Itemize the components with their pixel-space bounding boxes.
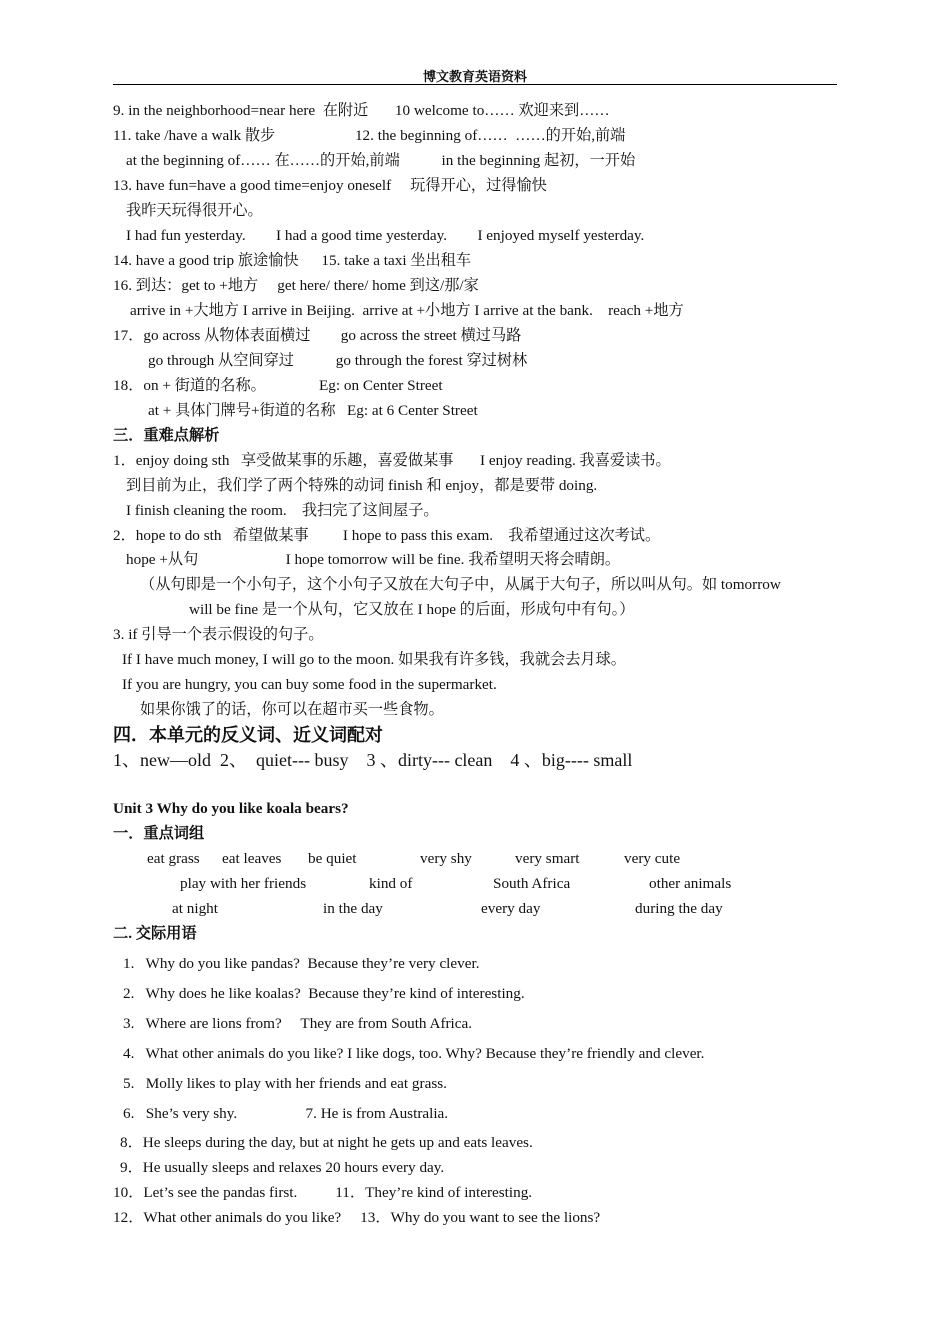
text-line: 17．go across 从物体表面横过 go across the street 横过马路 — [113, 327, 522, 344]
section-title: 一．重点词组 — [113, 825, 205, 842]
phrase: every day — [481, 900, 541, 917]
phrase: be quiet — [308, 850, 357, 867]
phrase: kind of — [369, 875, 413, 892]
text-line: If you are hungry, you can buy some food in the supermarket. — [122, 676, 497, 693]
text-line: will be fine 是一个从句，它又放在 I hope 的后面，形成句中有句。） — [189, 601, 635, 618]
dialogue-line: 6. She’s very shy. 7. He is from Australia. — [123, 1105, 449, 1122]
text-line: 2．hope to do sth 希望做某事 I hope to pass this exam. 我希望通过这次考试。 — [113, 527, 661, 544]
antonym-pairs: 1、new—old 2、 quiet--- busy 3 、dirty--- clean 4 、big---- small — [113, 750, 633, 770]
text-line: I finish cleaning the room. 我扫完了这间屋子。 — [126, 502, 439, 519]
section-title: 三．重难点解析 — [113, 427, 220, 444]
text-line: hope +从句 I hope tomorrow will be fine. 我希望明天将会晴朗。 — [126, 551, 621, 568]
dialogue-line: 5. Molly likes to play with her friends and eat grass. — [123, 1075, 447, 1092]
dialogue-line: 3. Where are lions from? They are from South Africa. — [123, 1015, 473, 1032]
text-line: （从句即是一个小句子，这个小句子又放在大句子中，从属于大句子，所以叫从句。如 tomorrow — [140, 576, 781, 593]
text-line: 我昨天玩得很开心。 — [126, 202, 263, 219]
phrase: very shy — [420, 850, 472, 867]
phrase: very cute — [624, 850, 681, 867]
text-line: arrive in +大地方 I arrive in Beijing. arrive at +小地方 I arrive at the bank. reach +地方 — [130, 302, 684, 319]
phrase: eat leaves — [222, 850, 282, 867]
text-line: 13. have fun=have a good time=enjoy oneself 玩得开心，过得愉快 — [113, 177, 547, 194]
dialogue-line: 1. Why do you like pandas? Because they’re very clever. — [123, 955, 480, 972]
text-line: 9. in the neighborhood=near here 在附近 10 welcome to…… 欢迎来到…… — [113, 102, 610, 119]
phrase: very smart — [515, 850, 580, 867]
dialogue-line: 9．He usually sleeps and relaxes 20 hours every day. — [120, 1159, 445, 1176]
header-rule — [113, 84, 837, 85]
text-line: go through 从空间穿过 go through the forest 穿过树林 — [148, 352, 528, 369]
text-line: 18．on + 街道的名称。 Eg: on Center Street — [113, 377, 443, 394]
phrase: other animals — [649, 875, 732, 892]
text-line: 如果你饿了的话，你可以在超市买一些食物。 — [140, 701, 444, 718]
text-line: 到目前为止，我们学了两个特殊的动词 finish 和 enjoy，都是要带 doing. — [126, 477, 598, 494]
page-header: 博文教育英语资料 — [422, 69, 527, 84]
dialogue-line: 8．He sleeps during the day, but at night he gets up and eats leaves. — [120, 1134, 533, 1151]
phrase: South Africa — [493, 875, 571, 892]
dialogue-line: 4. What other animals do you like? I like dogs, too. Why? Because they’re friendly and clever. — [123, 1045, 705, 1062]
dialogue-line: 2. Why does he like koalas? Because they’re kind of interesting. — [123, 985, 525, 1002]
phrase: play with her friends — [180, 875, 307, 892]
text-line: 3. if 引导一个表示假设的句子。 — [113, 626, 324, 643]
phrase: eat grass — [147, 850, 200, 867]
section-title: 四．本单元的反义词、近义词配对 — [113, 725, 383, 745]
phrase: at night — [172, 900, 218, 917]
text-line: 1．enjoy doing sth 享受做某事的乐趣，喜爱做某事 I enjoy reading. 我喜爱读书。 — [113, 452, 671, 469]
text-line: at the beginning of…… 在……的开始,前端 in the beginning 起初，一开始 — [126, 152, 636, 169]
unit-title: Unit 3 Why do you like koala bears? — [113, 800, 349, 817]
text-line: 16. 到达：get to +地方 get here/ there/ home 到这/那/家 — [113, 277, 479, 294]
text-line: 14. have a good trip 旅途愉快 15. take a taxi 坐出租车 — [113, 252, 472, 269]
text-line: at + 具体门牌号+街道的名称 Eg: at 6 Center Street — [148, 402, 478, 419]
text-line: 11. take /have a walk 散步 12. the beginning of…… ……的开始,前端 — [113, 127, 626, 144]
dialogue-line: 10．Let’s see the pandas first. 11．They’re kind of interesting. — [113, 1184, 533, 1201]
text-line: If I have much money, I will go to the moon. 如果我有许多钱，我就会去月球。 — [122, 651, 626, 668]
dialogue-line: 12．What other animals do you like? 13．Why do you want to see the lions? — [113, 1209, 601, 1226]
text-line: I had fun yesterday. I had a good time yesterday. I enjoyed myself yesterday. — [126, 227, 645, 244]
phrase: during the day — [635, 900, 723, 917]
section-title: 二. 交际用语 — [113, 925, 197, 942]
phrase: in the day — [323, 900, 383, 917]
